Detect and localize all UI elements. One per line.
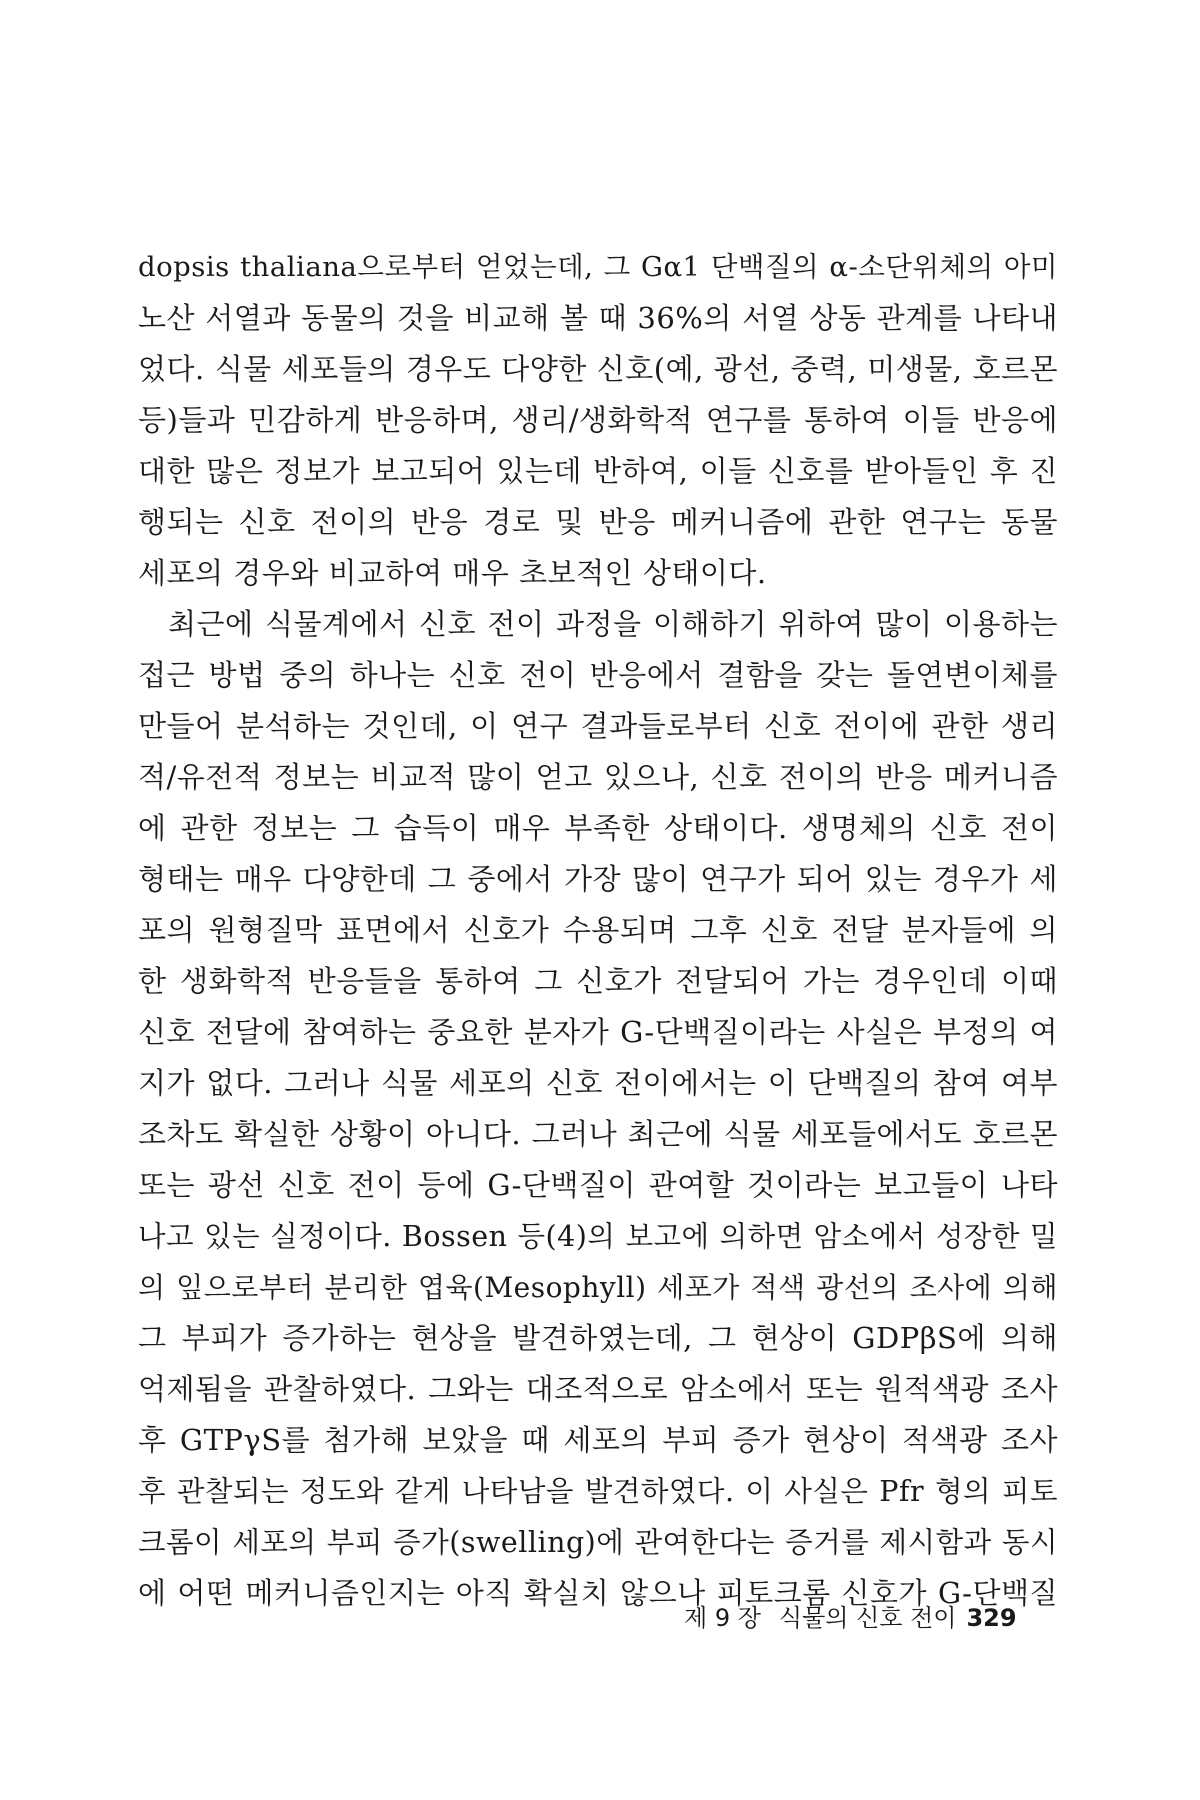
text-line: 조차도 확실한 상황이 아니다. 그러나 최근에 식물 세포들에서도 호르몬 xyxy=(138,1117,1058,1151)
text-line: 에 관한 정보는 그 습득이 매우 부족한 상태이다. 생명체의 신호 전이 xyxy=(138,811,1058,845)
chapter-number: 제 9 장 xyxy=(684,1604,761,1632)
page-number: 329 xyxy=(966,1604,1017,1632)
text-line: 접근 방법 중의 하나는 신호 전이 반응에서 결함을 갖는 돌연변이체를 xyxy=(138,658,1058,692)
text-line: 최근에 식물계에서 신호 전이 과정을 이해하기 위하여 많이 이용하는 xyxy=(168,607,1058,641)
text-line: 대한 많은 정보가 보고되어 있는데 반하여, 이들 신호를 받아들인 후 진 xyxy=(138,454,1058,488)
text-line: 등)들과 민감하게 반응하며, 생리/생화학적 연구를 통하여 이들 반응에 xyxy=(138,403,1058,437)
text-line: 또는 광선 신호 전이 등에 G-단백질이 관여할 것이라는 보고들이 나타 xyxy=(138,1168,1058,1202)
text-line: 세포의 경우와 비교하여 매우 초보적인 상태이다. xyxy=(138,556,767,590)
body-text xyxy=(138,242,1058,1619)
text-line: 후 GTPγS를 첨가해 보았을 때 세포의 부피 증가 현상이 적색광 조사 xyxy=(138,1423,1058,1457)
text-line: 억제됨을 관찰하였다. 그와는 대조적으로 암소에서 또는 원적색광 조사 xyxy=(138,1372,1058,1406)
page-footer xyxy=(684,1598,1084,1633)
text-line: 행되는 신호 전이의 반응 경로 및 반응 메커니즘에 관한 연구는 동물 xyxy=(138,505,1058,539)
text-line: 에 어떤 메커니즘인지는 아직 확실치 않으나 피토크롬 신호가 G-단백질 xyxy=(138,1576,1058,1610)
text-line: 만들어 분석하는 것인데, 이 연구 결과들로부터 신호 전이에 관한 생리 xyxy=(138,709,1058,743)
text-line: 의 잎으로부터 분리한 엽육(Mesophyll) 세포가 적색 광선의 조사에 의해 xyxy=(138,1271,1058,1304)
text-line: 포의 원형질막 표면에서 신호가 수용되며 그후 신호 전달 분자들에 의 xyxy=(138,913,1058,947)
text-line: 후 관찰되는 정도와 같게 나타남을 발견하였다. 이 사실은 Pfr 형의 피토 xyxy=(138,1475,1058,1508)
text-line: 그 부피가 증가하는 현상을 발견하였는데, 그 현상이 GDPβS에 의해 xyxy=(138,1321,1058,1355)
text-line: 형태는 매우 다양한데 그 중에서 가장 많이 연구가 되어 있는 경우가 세 xyxy=(138,862,1058,896)
text-line: 나고 있는 실정이다. Bossen 등(4)의 보고에 의하면 암소에서 성장한 밀 xyxy=(138,1220,1058,1253)
text-line: 크롬이 세포의 부피 증가(swelling)에 관여한다는 증거를 제시함과 동시 xyxy=(138,1526,1058,1559)
text-line: 한 생화학적 반응들을 통하여 그 신호가 전달되어 가는 경우인데 이때 xyxy=(138,964,1058,998)
text-line: 지가 없다. 그러나 식물 세포의 신호 전이에서는 이 단백질의 참여 여부 xyxy=(138,1066,1058,1100)
text-line: 었다. 식물 세포들의 경우도 다양한 신호(예, 광선, 중력, 미생물, 호르몬 xyxy=(138,352,1058,386)
text-line: 노산 서열과 동물의 것을 비교해 볼 때 36%의 서열 상동 관계를 나타내 xyxy=(138,301,1058,335)
text-line: 신호 전달에 참여하는 중요한 분자가 G-단백질이라는 사실은 부정의 여 xyxy=(138,1015,1058,1049)
text-line: dopsis thaliana으로부터 얻었는데, 그 Gα1 단백질의 α-소단위체의 아미 xyxy=(138,251,1058,283)
chapter-title: 식물의 신호 전이 xyxy=(778,1604,957,1632)
text-line: 적/유전적 정보는 비교적 많이 얻고 있으나, 신호 전이의 반응 메커니즘 xyxy=(138,760,1058,794)
